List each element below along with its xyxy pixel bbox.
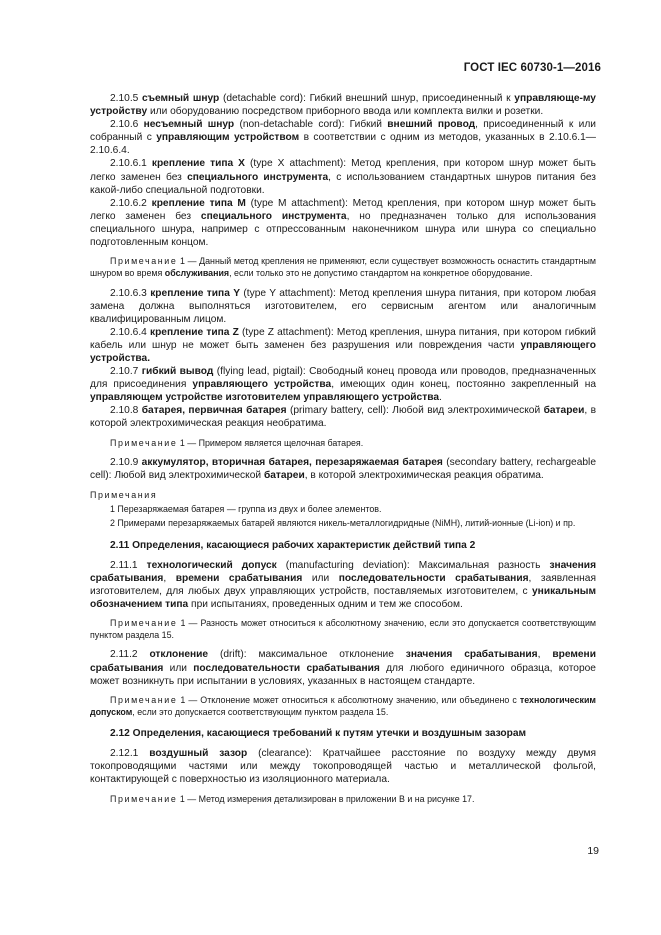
clause-2-10-6-1: 2.10.6.1 крепление типа X (type X attachment): Метод крепления, при котором шнур может быть легко заменен без специального инструмента, с использованием стандартных шнуров питания без какой-либо специальной подготовки.	[90, 158, 596, 196]
clause-2-10-8: 2.10.8 батарея, первичная батарея (primary battery, cell): Любой вид электрохимической батареи, в которой электрохимическая реакция необратима.	[90, 405, 597, 430]
clause-2-10-7: 2.10.7 гибкий вывод (flying lead, pigtail): Свободный конец провода или проводов, предназначенных для присоединения управляющего устройства, имеющих один конец, постоянно закрепленный на управляющем устройстве изготовителем управляющего устройства.	[90, 366, 596, 404]
note: Примечание 1 — Метод измерения детализирован в приложении В и на рисунке 17.	[110, 793, 475, 804]
clause-2-11-2: 2.11.2 отклонение (drift): максимальное отклонение значения срабатывания, времени срабатывания или последовательности срабатывания для любого единичного образца, которое может возникнуть при испытании в условиях, указанных в настоящем стандарте.	[90, 649, 596, 687]
note-item: 2 Примерами перезаряжаемых батарей являются никель-металлогидридные (NiMH), литий-ионные (Li-ion) и пр.	[110, 518, 576, 529]
note: Примечание 1 — Данный метод крепления не применяют, если существует возможность оснастить стандартным шнуром во время обслуживания, если только это не допустимо стандартом на конкретное оборудование.	[90, 256, 596, 279]
term: несъемный шнур	[143, 119, 235, 131]
term: технологический допуск	[146, 559, 277, 571]
note-item: 1 Перезаряжаемая батарея — группа из двух и более элементов.	[110, 504, 382, 515]
note: Примечание 1 — Отклонение может относиться к абсолютному значению, или объединено с технологическим допуском, если это допускается соответствующим пунктом раздела 15.	[90, 694, 597, 717]
clause-2-10-6-3: 2.10.6.3 крепление типа Y (type Y attachment): Метод крепления шнура питания, при котором любая замена должна выполняться изготовителем, его сервисным агентом или аналогичным квалифицированным лицом.	[90, 287, 596, 325]
clause-2-11-1: 2.11.1 технологический допуск (manufacturing deviation): Максимальная разность значения срабатывания, времени срабатывания или последовательности срабатывания, заявленная изготовителем, для любых двух управляющих устройств, поставляемых изготовителем, с уникальным обозначением типа при испытаниях, проведенных одним и тем же способом.	[90, 559, 597, 610]
clause-2-10-5: 2.10.5 съемный шнур (detachable cord): Гибкий внешний шнур, присоединенный к управляюще-му устройству или оборудованию посредством приборного ввода или комплекта вилки и розетки.	[90, 93, 596, 118]
term: крепление типа X	[151, 158, 245, 170]
term: аккумулятор, вторичная батарея, перезаряжаемая батарея	[141, 456, 443, 468]
clause-2-10-9: 2.10.9 аккумулятор, вторичная батарея, перезаряжаемая батарея (secondary battery, rechargeable cell): Любой вид электрохимической батареи, в которой электрохимическая реакция обратима.	[90, 456, 596, 481]
page-number: 19	[587, 845, 599, 857]
note: Примечание 1 — Разность может относиться к абсолютному значению, если это допускается соответствующим пунктом раздела 15.	[90, 618, 597, 641]
term: крепление типа Z	[149, 326, 239, 338]
term: воздушный зазор	[149, 748, 248, 760]
document-body	[90, 92, 596, 812]
term: гибкий вывод	[141, 366, 214, 378]
note: Примечание 1 — Примером является щелочная батарея.	[110, 437, 364, 448]
term: батарея, первичная батарея	[141, 405, 287, 417]
clause-2-10-6: 2.10.6 несъемный шнур (non-detachable cord): Гибкий внешний провод, присоединенный к или собранный с управляющим устройством в соответствии с одним из методов, указанных в 2.10.6.1—2.10.6.4.	[90, 119, 596, 157]
term: крепление типа M	[151, 197, 246, 209]
clause-2-12-1: 2.12.1 воздушный зазор (clearance): Кратчайшее расстояние по воздуху между двумя токопроводящими частями или между токопроводящей частью и металлической фольгой, контактирующей с поверхностью из изоляционного материала.	[90, 748, 596, 786]
term: съемный шнур	[142, 93, 220, 104]
notes-heading: Примечания	[90, 489, 158, 500]
section-heading-2-12: 2.12 Определения, касающиеся требований к путям утечки и воздушным зазорам	[110, 728, 527, 740]
section-heading-2-11: 2.11 Определения, касающиеся рабочих характеристик действий типа 2	[110, 539, 476, 551]
term: крепление типа Y	[150, 287, 241, 299]
clause-2-10-6-4: 2.10.6.4 крепление типа Z (type Z attachment): Метод крепления, шнура питания, при котором гибкий кабель или шнур не может быть заменен без разрушения или повреждения части управляющего устройства.	[90, 326, 596, 364]
standard-header: ГОСТ IEC 60730-1—2016	[463, 62, 601, 74]
term: отклонение	[149, 649, 209, 661]
clause-2-10-6-2: 2.10.6.2 крепление типа M (type M attachment): Метод крепления, при котором шнур может быть легко заменен без специального инструмента, но предназначен только для использования специального шнура, например с отпрессованным наконечником шнура или шнура со специально подготовленным концом.	[90, 197, 596, 249]
